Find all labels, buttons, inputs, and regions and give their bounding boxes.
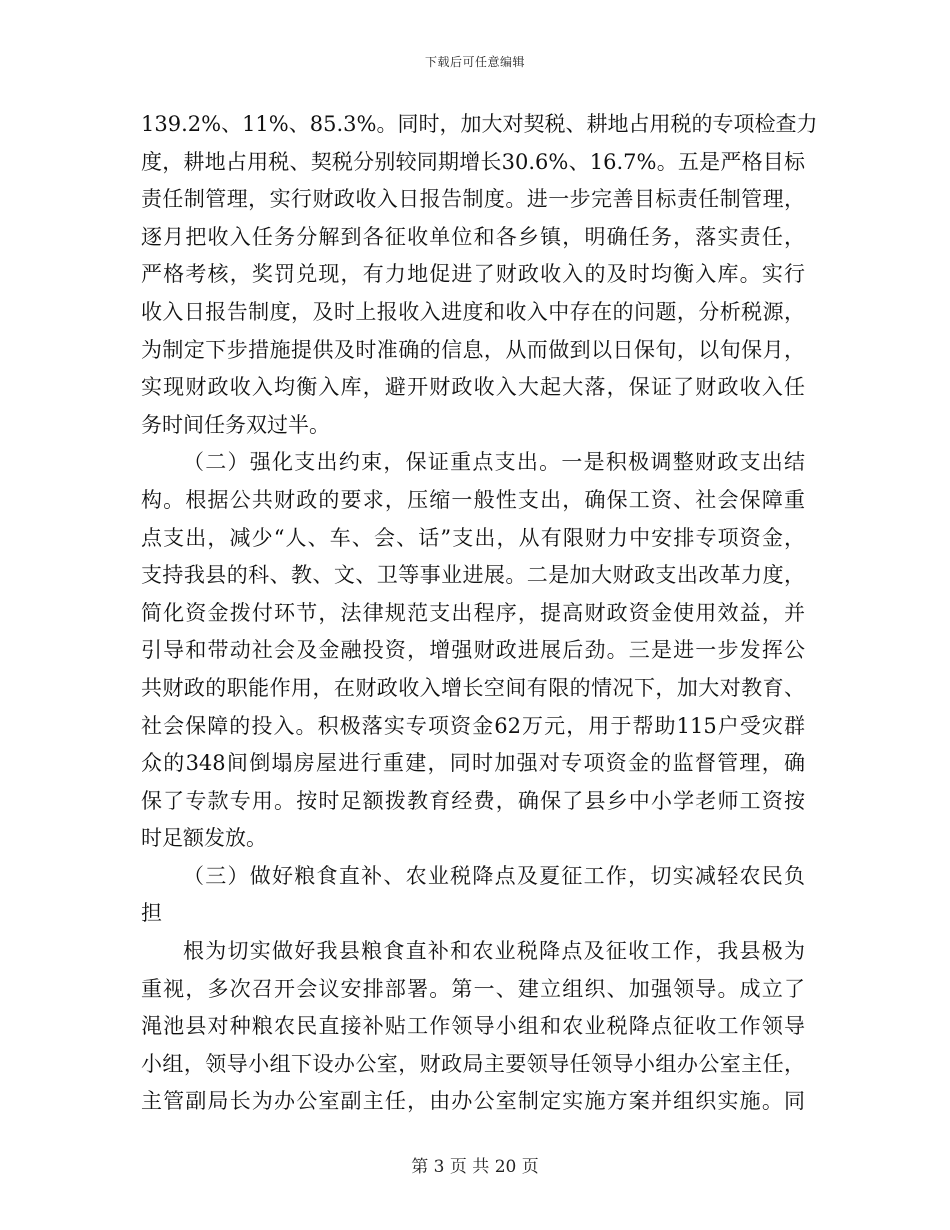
text-line: 时足额发放。 xyxy=(141,826,267,851)
text-line: 收入日报告制度，及时上报收入进度和收入中存在的问题，分析税源， xyxy=(141,299,805,324)
text-line: 为制定下步措施提供及时准确的信息，从而做到以日保旬，以旬保月， xyxy=(141,337,805,362)
text-line: 共财政的职能作用，在财政收入增长空间有限的情况下，加大对教育、 xyxy=(141,675,805,700)
text-line: 139.2%、11%、85.3%。同时，加大对契税、耕地占用税的专项检查力 xyxy=(141,112,818,136)
text-line: 引导和带动社会及金融投资，增强财政进展后劲。三是进一步发挥公 xyxy=(141,638,805,663)
text-line: 实现财政收入均衡入库，避开财政收入大起大落，保证了财政收入任 xyxy=(141,375,805,400)
text-line: 度，耕地占用税、契税分别较同期增长30.6%、16.7%。五是严格目标 xyxy=(141,149,805,174)
text-line: 支持我县的科、教、文、卫等事业进展。二是加大财政支出改革力度， xyxy=(141,563,805,588)
text-line: 保了专款专用。按时足额拨教育经费，确保了县乡中小学老师工资按 xyxy=(141,788,805,813)
text-line: 责任制管理，实行财政收入日报告制度。进一步完善目标责任制管理， xyxy=(141,187,805,212)
page-header-note: 下载后可任意编辑 xyxy=(424,55,525,69)
text-line: （二）强化支出约束，保证重点支出。一是积极调整财政支出结 xyxy=(183,450,805,475)
document-body xyxy=(141,106,818,1121)
text-line: 务时间任务双过半。 xyxy=(141,412,330,437)
page-footer-number: 第 3 页 共 20 页 xyxy=(411,1157,539,1177)
text-line: 根为切实做好我县粮食直补和农业税降点及征收工作，我县极为 xyxy=(183,939,805,964)
text-line: 社会保障的投入。积极落实专项资金62万元，用于帮助115户受灾群 xyxy=(141,713,805,738)
text-line: 重视，多次召开会议安排部署。第一、建立组织、加强领导。成立了 xyxy=(141,976,805,1001)
text-line: 点支出，减少“人、车、会、话”支出，从有限财力中安排专项资金， xyxy=(141,525,805,550)
text-line: 担 xyxy=(141,901,162,926)
text-line: 众的348间倒塌房屋进行重建，同时加强对专项资金的监督管理，确 xyxy=(141,751,805,776)
text-line: （三）做好粮食直补、农业税降点及夏征工作，切实减轻农民负 xyxy=(183,863,805,888)
text-line: 简化资金拨付环节，法律规范支出程序，提高财政资金使用效益，并 xyxy=(141,600,805,625)
text-line: 主管副局长为办公室副主任，由办公室制定实施方案并组织实施。同 xyxy=(141,1089,805,1114)
text-line: 构。根据公共财政的要求，压缩一般性支出，确保工资、社会保障重 xyxy=(141,487,805,512)
text-line: 逐月把收入任务分解到各征收单位和各乡镇，明确任务，落实责任， xyxy=(141,224,805,249)
text-line: 渑池县对种粮农民直接补贴工作领导小组和农业税降点征收工作领导 xyxy=(141,1014,805,1039)
text-line: 小组，领导小组下设办公室，财政局主要领导任领导小组办公室主任， xyxy=(141,1051,805,1076)
text-line: 严格考核，奖罚兑现，有力地促进了财政收入的及时均衡入库。实行 xyxy=(141,262,805,287)
